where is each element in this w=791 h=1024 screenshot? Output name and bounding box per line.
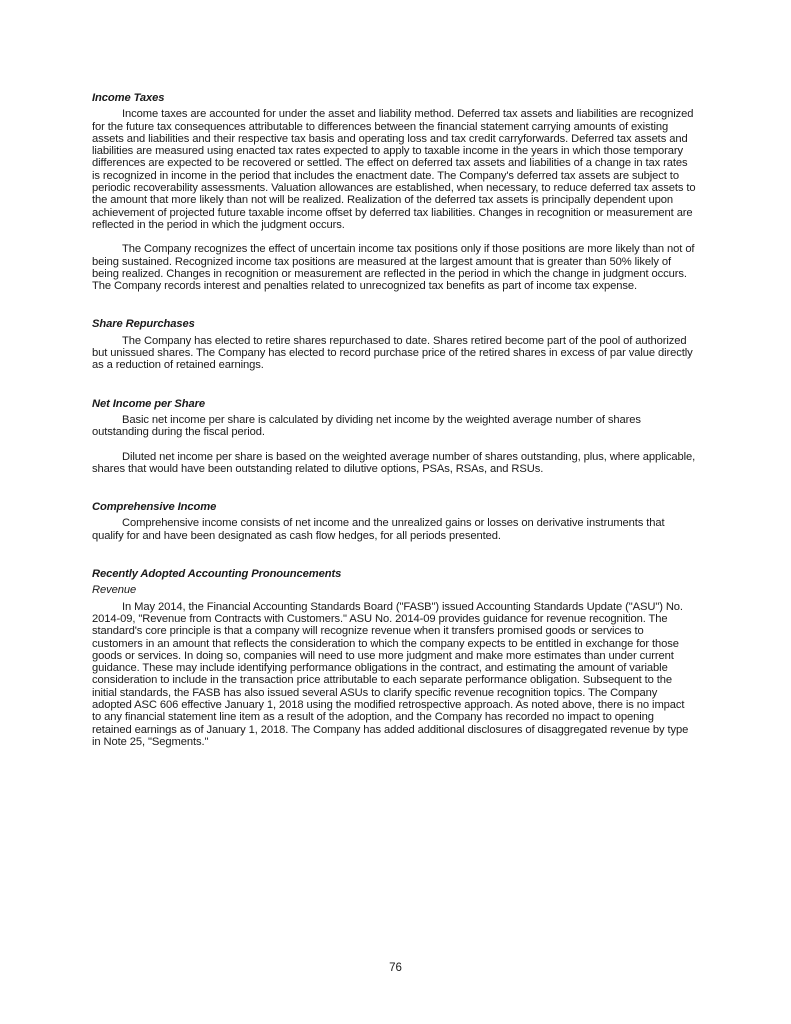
paragraph: Income taxes are accounted for under the asset and liability method. Deferred tax assets and liabilities are recognized for the future tax consequences attributable to differences between the financial statement carrying amounts of existing assets and liabilities and their respective tax basis and operating loss and tax credit carryforwards. Deferred tax assets and liabilities are measured using enacted tax rates expected to apply to taxable income in the years in which those temporary differences are expected to be recovered or settled. The effect on deferred tax assets and liabilities of a change in tax rates is recognized in income in the period that includes the enactment date. The Company's deferred tax assets are subject to periodic recoverability assessments. Valuation allowances are established, when necessary, to reduce deferred tax assets to the amount that more likely than not will be realized. Realization of the deferred tax assets is principally dependent upon achievement of projected future taxable income offset by deferred tax liabilities. Changes in recognition or measurement are reflected in the period in which the judgment occurs. (92, 108, 696, 231)
section-heading: Net Income per Share (92, 397, 206, 410)
section-share-repurchases (92, 318, 696, 371)
paragraph: The Company recognizes the effect of uncertain income tax positions only if those positions are more likely than not of being sustained. Recognized income tax positions are measured at the largest amount that is greater than 50% likely of being realized. Changes in recognition or measurement are reflected in the period in which the change in judgment occurs. The Company records interest and penalties related to unrecognized tax benefits as part of income tax expense. (92, 243, 695, 293)
document-page (92, 92, 696, 748)
subsection-heading: Revenue (92, 584, 137, 597)
paragraph: Basic net income per share is calculated by dividing net income by the weighted average number of shares outstanding during the fiscal period. (92, 413, 641, 439)
section-net-income-per-share (92, 398, 696, 475)
paragraph: Comprehensive income consists of net income and the unrealized gains or losses on derivative instruments that qualify for and have been designated as cash flow hedges, for all periods presented. (92, 517, 665, 542)
paragraph: In May 2014, the Financial Accounting Standards Board ("FASB") issued Accounting Standards Update ("ASU") No. 2014-09, "Revenue from Contracts with Customers." ASU No. 2014-09 provides guidance for revenue recognition. The standard's core principle is that a company will recognize revenue when it transfers promised goods or services to customers in an amount that reflects the consideration to which the company expects to be entitled in exchange for those goods or services. In doing so, companies will need to use more judgment and make more estimates than under current guidance. These may include identifying performance obligations in the contract, and estimating the amount of variable consideration to include in the transaction price attributable to each separate performance obligation. Subsequent to the initial standards, the FASB has also issued several ASUs to clarify specific revenue recognition topics. The Company adopted ASC 606 effective January 1, 2018 using the modified retrospective approach. As noted above, there is no impact to any financial statement line item as a result of the adoption, and the Company has recorded no impact to opening retained earnings as of January 1, 2018. The Company has added additional disclosures of disaggregated revenue by type in Note 25, "Segments." (92, 600, 689, 748)
section-heading: Share Repurchases (92, 318, 195, 331)
section-heading: Comprehensive Income (92, 501, 217, 514)
section-comprehensive-income (92, 501, 696, 542)
page-number: 76 (389, 962, 402, 974)
section-recently-adopted (92, 568, 696, 748)
section-income-taxes (92, 92, 696, 292)
section-heading: Income Taxes (92, 92, 165, 104)
section-heading: Recently Adopted Accounting Pronouncements (92, 568, 342, 581)
paragraph: Diluted net income per share is based on the weighted average number of shares outstanding, plus, where applicable, shares that would have been outstanding related to dilutive options, PSAs, RSAs, and RSUs. (92, 450, 696, 475)
paragraph: The Company has elected to retire shares repurchased to date. Shares retired become part of the pool of authorized but unissued shares. The Company has elected to record purchase price of the retired shares in excess of par value directly as a reduction of retained earnings. (92, 334, 693, 372)
